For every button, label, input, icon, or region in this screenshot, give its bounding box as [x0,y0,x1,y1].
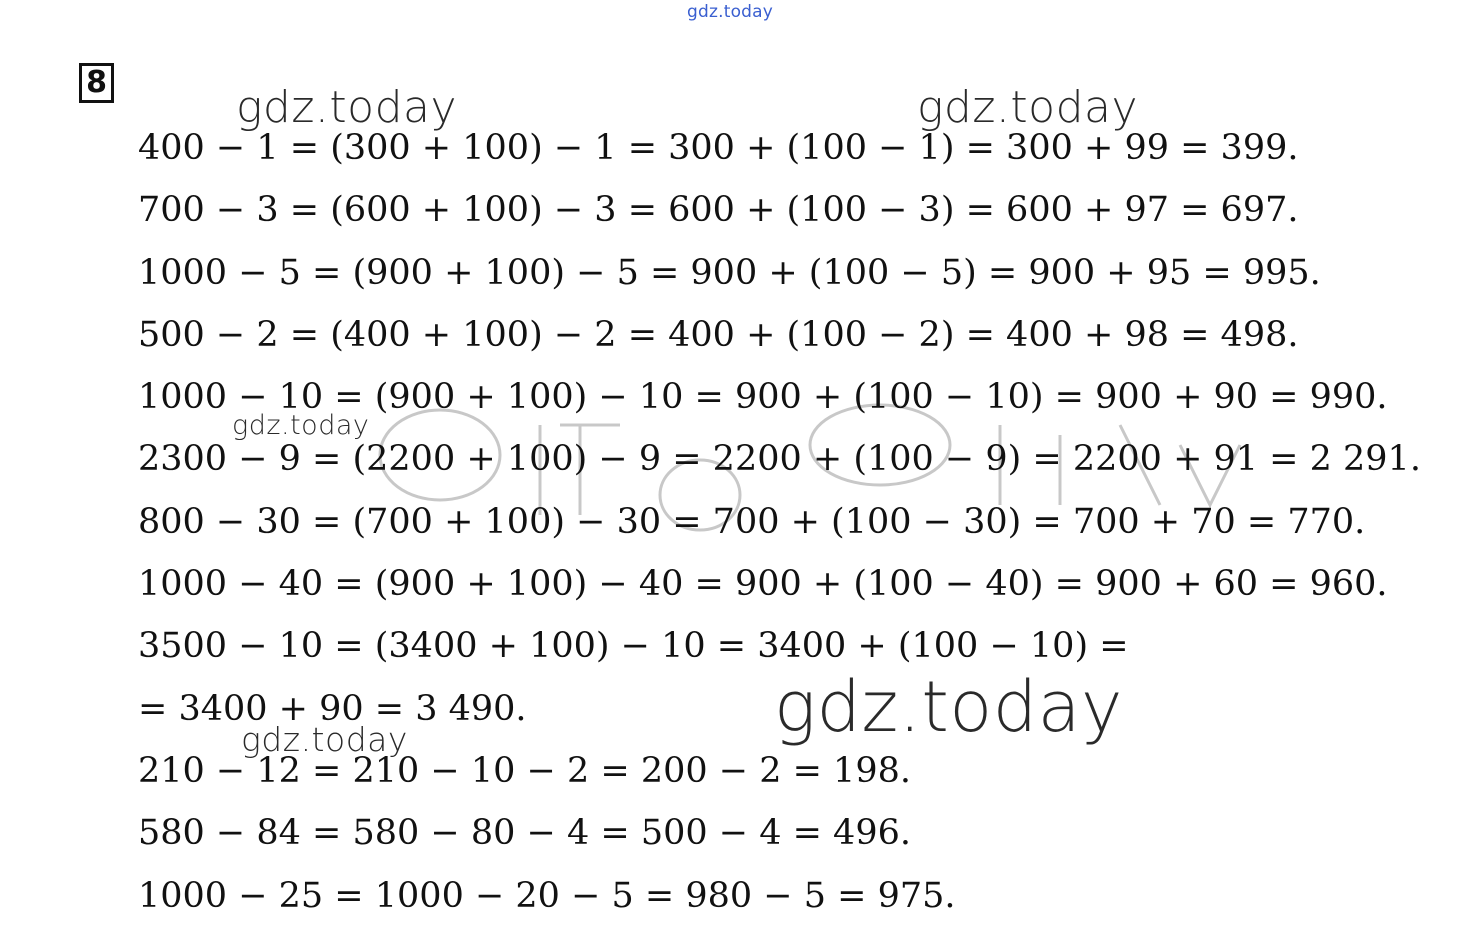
solution-line: 580 − 84 = 580 − 80 − 4 = 500 − 4 = 496. [138,813,911,854]
solution-line: 3500 − 10 = (3400 + 100) − 10 = 3400 + (100 − 10) = [138,626,1129,667]
watermark: gdz.today [236,82,458,133]
solution-line: 210 − 12 = 210 − 10 − 2 = 200 − 2 = 198. [138,750,911,791]
solution-line: 400 − 1 = (300 + 100) − 1 = 300 + (100 − 1) = 300 + 99 = 399. [138,128,1299,168]
solution-line: 2300 − 9 = (2200 + 100) − 9 = 2200 + (100 − 9) = 2200 + 91 = 2 291. [138,439,1421,480]
solution-line: 500 − 2 = (400 + 100) − 2 = 400 + (100 − 2) = 400 + 98 = 498. [138,314,1299,355]
solution-line: 1000 − 10 = (900 + 100) − 10 = 900 + (100 − 10) = 900 + 90 = 990. [138,377,1388,418]
solution-lines [138,122,1421,932]
solution-line: 1000 − 25 = 1000 − 20 − 5 = 980 − 5 = 975. [138,875,956,916]
solution-line: 1000 − 40 = (900 + 100) − 40 = 900 + (100 − 40) = 900 + 60 = 960. [138,564,1388,605]
watermark: gdz.today [917,82,1139,133]
solution-line: 800 − 30 = (700 + 100) − 30 = 700 + (100 − 30) = 700 + 70 = 770. [138,501,1366,542]
solution-line: 1000 − 5 = (900 + 100) − 5 = 900 + (100 − 5) = 900 + 95 = 995. [138,252,1321,293]
solution-line: = 3400 + 90 = 3 490. [138,688,527,729]
task-number-badge: 8 [79,63,114,103]
watermark: gdz.today [232,410,370,441]
watermark: gdz.today [774,666,1123,748]
watermark: gdz.today [241,720,408,759]
site-watermark-top: gdz.today [687,2,774,22]
solution-line: 700 − 3 = (600 + 100) − 3 = 600 + (100 − 3) = 600 + 97 = 697. [138,190,1299,231]
